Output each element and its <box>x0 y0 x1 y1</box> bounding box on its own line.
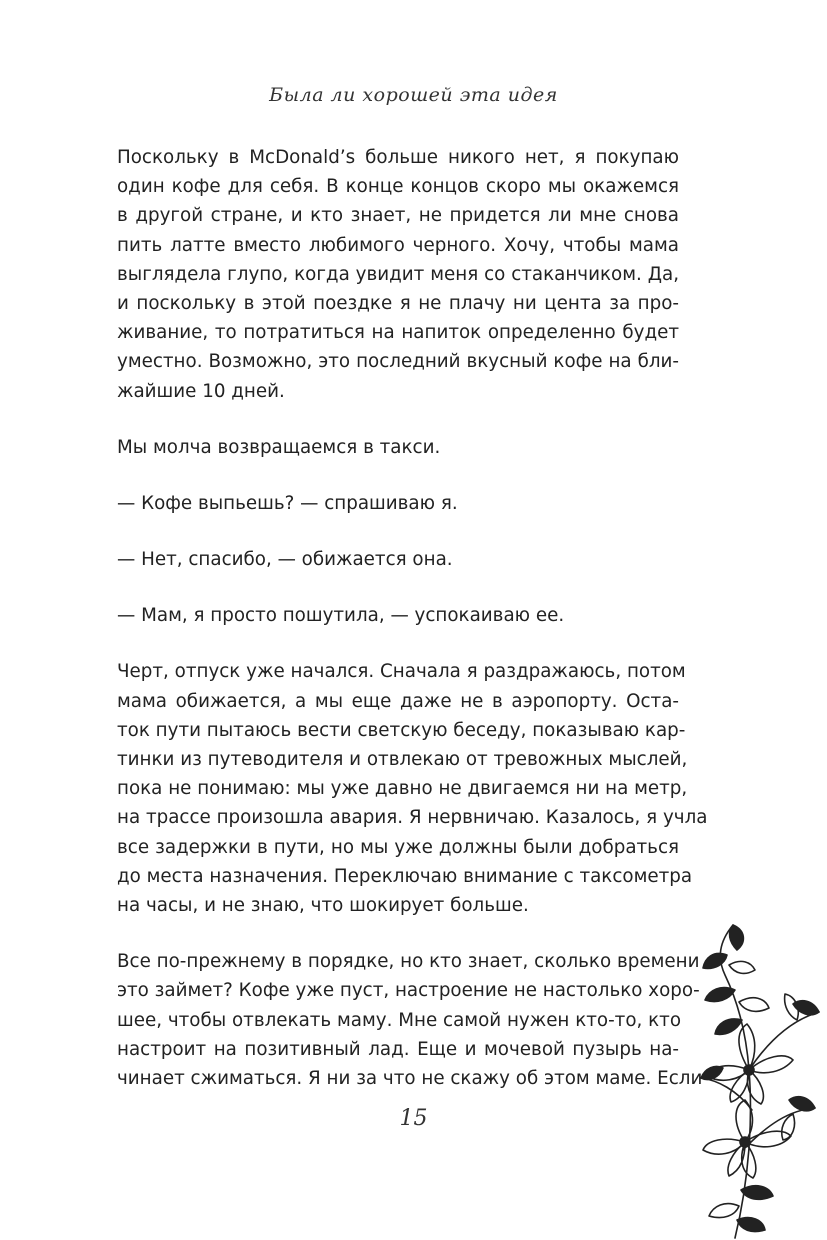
dialogue-line-3 <box>117 601 679 630</box>
text-line: — Нет, спасибо, — обижается она. <box>117 549 453 571</box>
text-line: — Мам, я просто пошутила, — успокаиваю ее. <box>117 605 565 627</box>
text-line: тинки из путеводителя и отвлекаю от тревожных мыслей, <box>117 749 688 770</box>
text-line: чинает сжиматься. Я ни за что не скажу об этом маме. Если <box>117 1067 703 1089</box>
text-line: это займет? Кофе уже пуст, настроение не настолько хоро- <box>117 980 700 1002</box>
running-title: Была ли хорошей эта идея <box>269 84 558 106</box>
dialogue-line-1 <box>117 489 679 518</box>
text-line: Все по-прежнему в порядке, но кто знает, сколько времени <box>117 951 700 973</box>
text-line: пить латте вместо любимого черного. Хочу, чтобы мама <box>117 234 679 256</box>
text-line: и поскольку в этой поездке я не плачу ни цента за про- <box>117 292 679 314</box>
text-line: мама обижается, а мы еще даже не в аэропорту. Оста- <box>117 690 679 712</box>
text-line: настроит на позитивный лад. Еще и мочевой пузырь на- <box>117 1038 679 1060</box>
paragraph-2 <box>117 433 679 462</box>
text-line: на часы, и не знаю, что шокирует больше. <box>117 894 529 916</box>
body-text <box>117 143 708 1120</box>
text-line: все задержки в пути, но мы уже должны были добраться <box>117 836 679 858</box>
paragraph-1 <box>117 143 679 406</box>
text-line: пока не понимаю: мы уже давно не двигаемся ни на метр, <box>117 778 688 800</box>
text-line: жайшие 10 дней. <box>117 380 285 402</box>
dialogue-line-2 <box>117 545 679 574</box>
text-line: уместно. Возможно, это последний вкусный кофе на бли- <box>117 351 679 373</box>
text-line: шее, чтобы отвлекать маму. Мне самой нужен кто-то, кто <box>117 1009 682 1031</box>
text-line: — Кофе выпьешь? — спрашиваю я. <box>117 492 458 514</box>
text-line: живание, то потратиться на напиток определенно будет <box>117 322 679 344</box>
text-line: один кофе для себя. В конце концов скоро мы окажемся <box>117 176 679 198</box>
text-line: до места назначения. Переключаю внимание с таксометра <box>117 865 693 887</box>
page-number: 15 <box>399 1106 428 1131</box>
text-line: в другой стране, и кто знает, не придется ли мне снова <box>117 205 679 227</box>
floral-branch-icon <box>697 920 827 1240</box>
paragraph-6 <box>117 657 708 920</box>
paragraph-7 <box>117 947 703 1093</box>
text-line: Мы молча возвращаемся в такси. <box>117 436 441 458</box>
text-line: на трассе произошла авария. Я нервничаю. Казалось, я учла <box>117 807 708 829</box>
text-line: выглядела глупо, когда увидит меня со стаканчиком. Да, <box>117 263 679 285</box>
text-line: Черт, отпуск уже начался. Сначала я раздражаюсь, потом <box>117 661 686 683</box>
text-line: Поскольку в McDonald’s больше никого нет, я покупаю <box>117 147 679 168</box>
text-line: ток пути пытаюсь вести светскую беседу, показываю кар- <box>117 719 686 741</box>
